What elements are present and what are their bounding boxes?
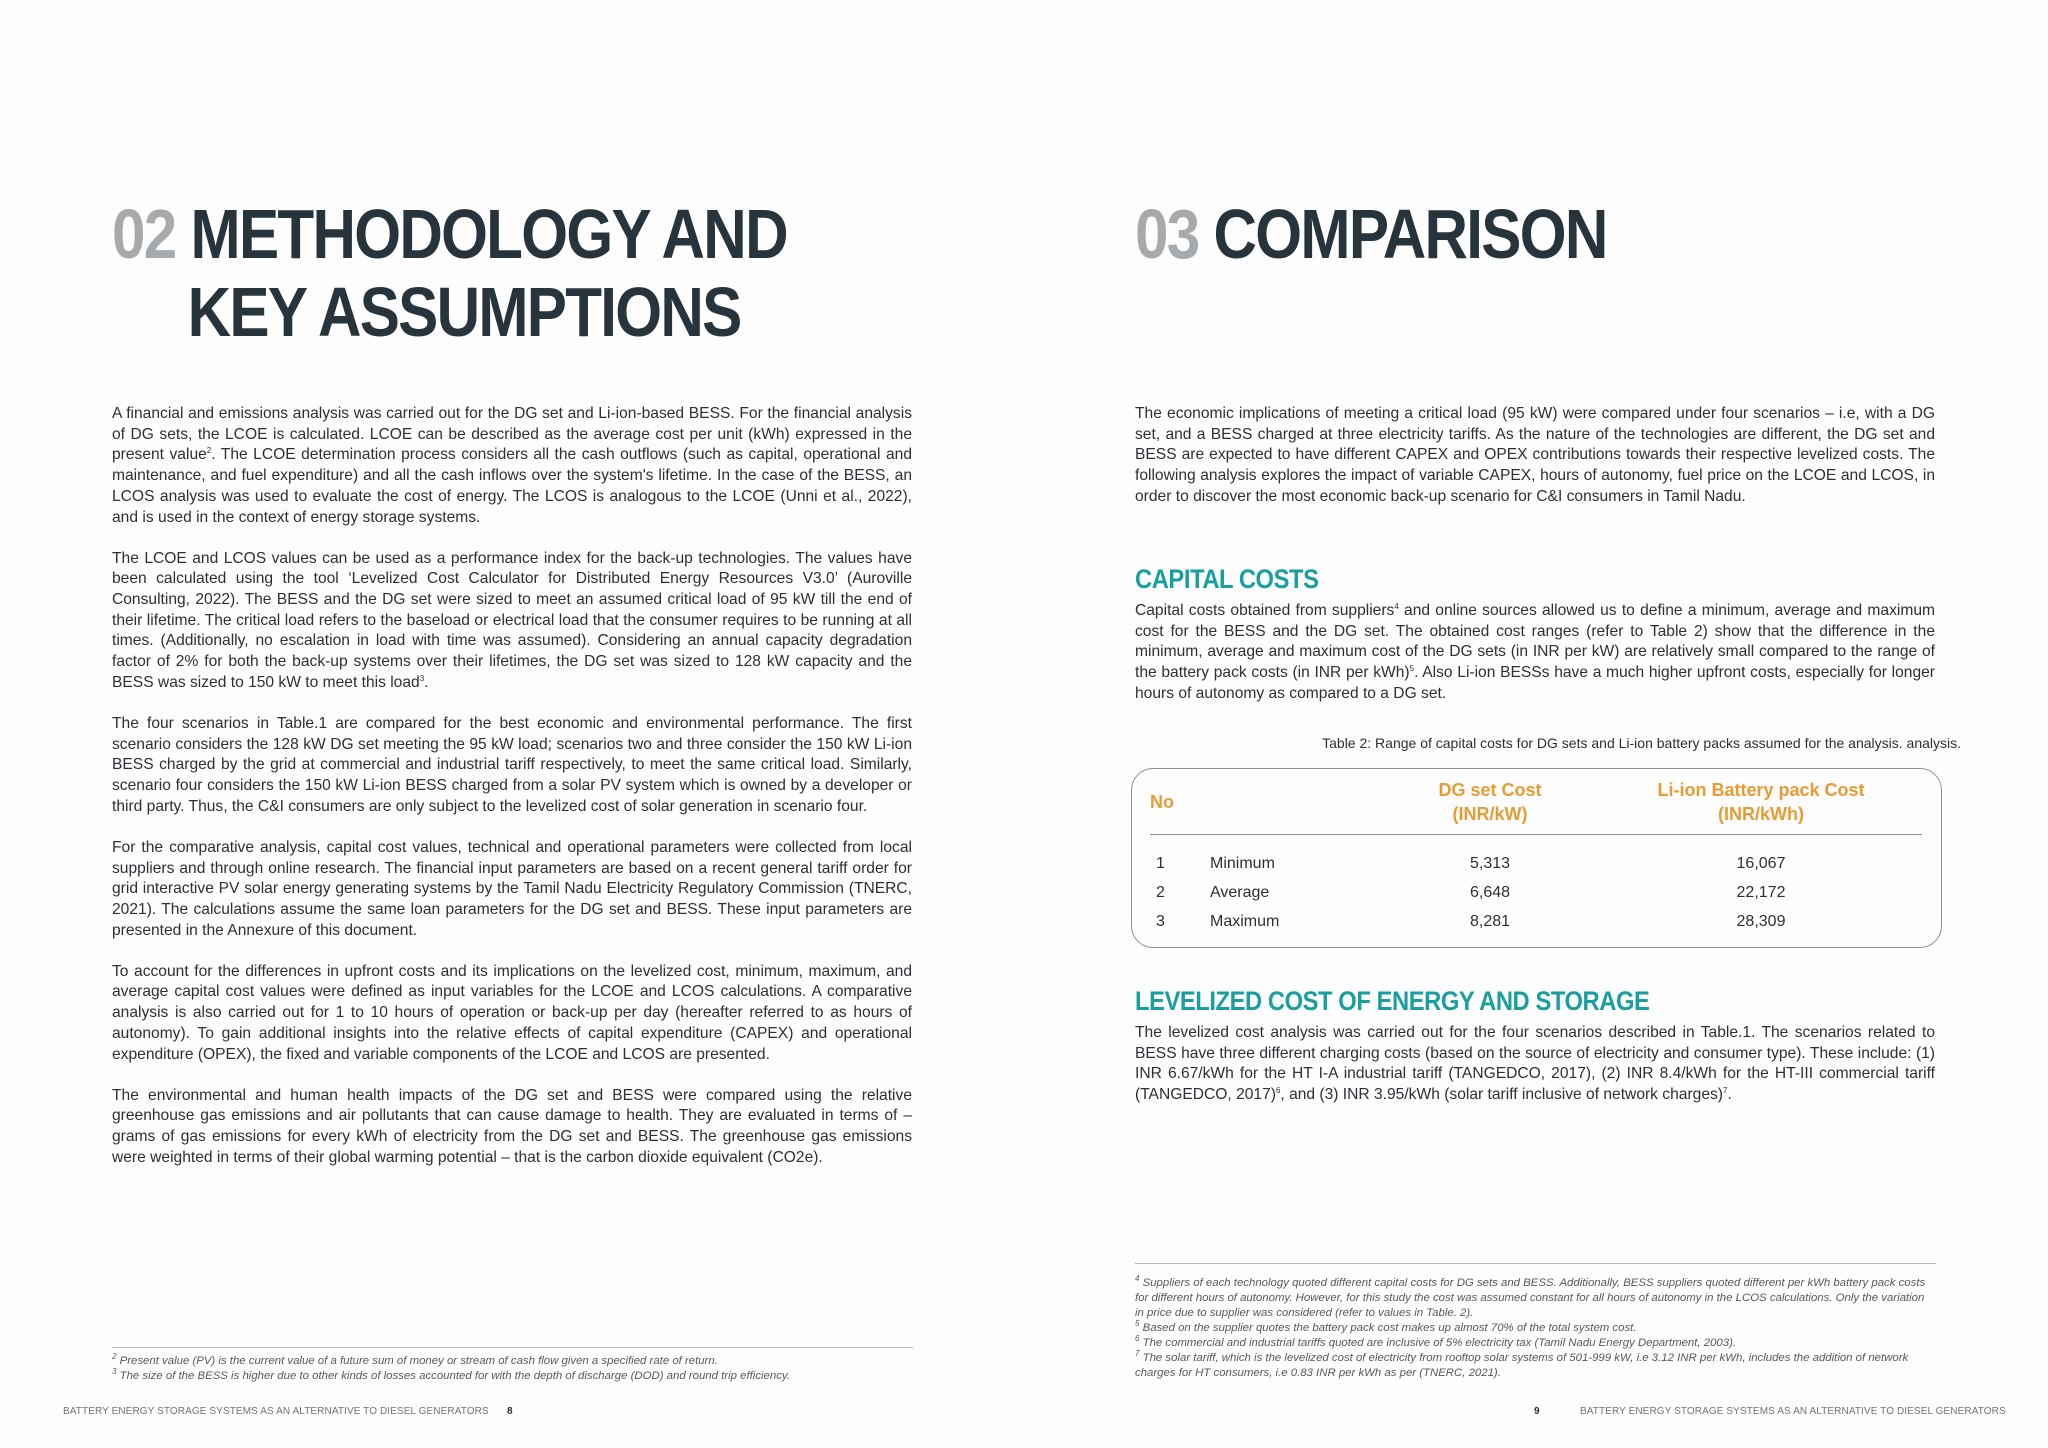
footnote-mark: 5 — [1135, 1319, 1140, 1329]
footnote-mark: 6 — [1135, 1334, 1140, 1344]
footnotes — [112, 1354, 912, 1384]
footnote — [1135, 1336, 1935, 1351]
paragraph-text: . — [424, 673, 429, 691]
footnote-text: Based on the supplier quotes the battery pack cost makes up almost 70% of the total system cost. — [1142, 1322, 1637, 1334]
paragraph-text: The LCOE and LCOS values can be used as a performance index for the back-up technologies. The values have been calculated using the tool ‘Levelized Cost Calculator for Distributed Energy Resources V3.0’ (Auroville Consulting, 2022). The BESS and the DG set were sized to meet an assumed critical load of 95 kW till the end of their lifetime. The critical load refers to the baseload or electrical load that the consumer requires to be running at all times. (Additionally, no escalation in load with time was assumed). Considering an annual capacity degradation factor of 2% for both the back-up systems over their lifetimes, the DG set was sized to 128 kW capacity and the BESS was sized to 150 kW to meet this load — [112, 549, 912, 691]
footnote — [1135, 1321, 1935, 1336]
footnote-divider — [1135, 1263, 1936, 1264]
paragraph: To account for the differences in upfront costs and its implications on the levelized cost, minimum, maximum, and average capital cost values were defined as input variables for the LCOE and LCOS calculations. A comparative analysis is also carried out for 1 to 10 hours of operation or back-up per day (hereafter referred to as hours of autonomy). To gain additional insights into the relative effects of capital expenditure (CAPEX) and operational expenditure (OPEX), the fixed and variable components of the LCOE and LCOS are presented. — [112, 962, 912, 1063]
cell-li-cost: 22,172 — [1736, 883, 1786, 901]
right-page — [1024, 0, 2048, 1448]
cell-dg-cost: 8,281 — [1469, 912, 1511, 930]
paragraph — [112, 549, 912, 694]
cell-label: Average — [1210, 883, 1270, 901]
footnote-text: The solar tariff, which is the levelized cost of electricity from rooftop solar systems of 501-999 kW, i.e 3.12 INR per kWh, includes the addition of network charges for HT consumers, i.e 0.83 INR per kWh as per (TNERC, 2021). — [1135, 1352, 1909, 1379]
footnote-ref: 6 — [1275, 1085, 1281, 1095]
paragraph: The economic implications of meeting a critical load (95 kW) were compared under four scenarios – i.e, with a DG set, and a BESS charged at three electricity tariffs. As the nature of the technologies are different, the DG set and BESS are expected to have different CAPEX and OPEX contributions towards their respective levelized costs. The following analysis explores the impact of variable CAPEX, hours of autonomy, fuel price on the LCOE and LCOS, in order to discover the most economic back-up scenario for C&I consumers in Tamil Nadu. — [1135, 405, 1935, 505]
paragraph: The environmental and human health impacts of the DG set and BESS were compared using the relative greenhouse gas emissions and air pollutants that can cause damage to health. They are evaluated in terms of – grams of gas emissions for every kWh of electricity from the DG set and BESS. The greenhouse gas emissions were weighted in terms of their global warming potential – that is the carbon dioxide equivalent (CO2e). — [112, 1086, 912, 1166]
footnote-divider — [112, 1347, 913, 1348]
footnote-ref: 4 — [1394, 601, 1399, 611]
footnote — [112, 1354, 912, 1369]
cell-no: 3 — [1156, 912, 1165, 930]
footnote-text: Suppliers of each technology quoted different capital costs for DG sets and BESS. Additionally, BESS suppliers quoted different per kWh battery pack costs for different hours of autonomy. However, for this study the cost was assumed constant for all hours of autonomy in the LCOS calculations. Only the variation in price due to supplier was considered (refer to values in Table. 2). — [1135, 1277, 1926, 1319]
cell-label: Maximum — [1210, 912, 1280, 930]
col-header-dg-cost — [1380, 776, 1600, 835]
chapter-number: 03 — [1135, 195, 1199, 273]
paragraph-text: . — [1727, 1086, 1732, 1104]
footnote-ref: 2 — [206, 446, 212, 456]
paragraph-text: . Also Li-ion BESSs have a much higher upfront costs, especially for longer hours of autonomy as compared to a DG set. — [1135, 664, 1935, 702]
cell-li-cost: 28,309 — [1736, 912, 1786, 930]
footnote-text: The commercial and industrial tariffs quoted are inclusive of 5% electricity tax (Tamil Nadu Energy Department, 2003). — [1142, 1337, 1737, 1349]
paragraph-text: Capital costs obtained from suppliers — [1135, 602, 1395, 619]
running-footer: BATTERY ENERGY STORAGE SYSTEMS AS AN ALTERNATIVE TO DIESEL GENERATORS — [63, 1406, 489, 1417]
paragraph-text: , and (3) INR 3.95/kWh (solar tariff inclusive of network charges) — [1280, 1086, 1723, 1104]
paragraph-text: A financial and emissions analysis was carried out for the DG set and Li-ion-based BESS. For the financial analysis of DG sets, the LCOE is calculated. LCOE can be described as the average cost per unit (kWh) expressed in the present value — [112, 405, 912, 464]
table-header-row — [1150, 776, 1922, 835]
levelized-cost-body — [1135, 1023, 1935, 1126]
footnote-mark: 4 — [1135, 1274, 1140, 1284]
footnote-text: Present value (PV) is the current value of a future sum of money or stream of cash flow given a specified rate of return. — [119, 1355, 718, 1367]
footnote-mark: 2 — [112, 1352, 117, 1362]
page-number: 9 — [1534, 1406, 1540, 1417]
paragraph — [1135, 1023, 1935, 1106]
methodology-body — [112, 404, 912, 1189]
capital-costs-heading: CAPITAL COSTS — [1135, 564, 1319, 594]
table-row — [1150, 835, 1922, 879]
col-header-no: No — [1150, 776, 1210, 835]
header-line: (INR/kWh) — [1718, 804, 1804, 824]
capital-costs-table — [1150, 776, 1922, 936]
cell-li-cost: 16,067 — [1736, 854, 1786, 872]
cell-no: 2 — [1156, 883, 1165, 901]
paragraph — [112, 404, 912, 528]
footnote-text: The size of the BESS is higher due to other kinds of losses accounted for with the depth of discharge (DOD) and round trip efficiency. — [119, 1370, 790, 1382]
footnote — [112, 1369, 912, 1384]
levelized-cost-heading: LEVELIZED COST OF ENERGY AND STORAGE — [1135, 986, 1650, 1016]
footnotes — [1135, 1276, 1935, 1381]
footnote-ref: 7 — [1722, 1085, 1728, 1095]
chapter-number: 02 — [112, 195, 176, 273]
chapter-heading-comparison — [1135, 195, 1607, 273]
footnote-mark: 3 — [112, 1367, 117, 1377]
footnote — [1135, 1276, 1935, 1321]
chapter-title-line1: METHODOLOGY AND — [190, 195, 787, 273]
paragraph: The four scenarios in Table.1 are compared for the best economic and environmental performance. The first scenario considers the 128 kW DG set meeting the 95 kW load; scenarios two and three consider the 150 kW Li-ion BESS charged by the grid at commercial and industrial tariff respectively, to meet the same critical load. Similarly, scenario four considers the 150 kW Li-ion BESS charged from a solar PV system which is owned by a developer or third party. Thus, the C&I consumers are only subject to the levelized cost of solar generation in scenario four. — [112, 714, 912, 815]
chapter-heading-methodology — [112, 195, 787, 351]
footnote-ref: 5 — [1409, 663, 1415, 673]
footnote-mark: 7 — [1135, 1349, 1140, 1359]
col-header-label — [1210, 776, 1380, 835]
header-line: (INR/kW) — [1452, 804, 1528, 824]
page-number: 8 — [507, 1406, 513, 1417]
chapter-title-line2: KEY ASSUMPTIONS — [187, 273, 741, 351]
cell-dg-cost: 5,313 — [1469, 854, 1511, 872]
table-row — [1150, 878, 1922, 907]
table-caption: Table 2: Range of capital costs for DG sets and Li-ion battery packs assumed for the analysis. analysis. — [1322, 735, 1961, 751]
paragraph: For the comparative analysis, capital cost values, technical and operational parameters were collected from local suppliers and through online research. The financial input parameters are based on a recent general tariff order for grid interactive PV solar energy generating systems by the Tamil Nadu Electricity Regulatory Commission (TNERC, 2021). The calculations assume the same loan parameters for the DG set and BESS. These input parameters are presented in the Annexure of this document. — [112, 838, 912, 939]
paragraph-text: The levelized cost analysis was carried out for the four scenarios described in Table.1. The scenarios related to BESS have three different charging costs (based on the source of electricity and consumer type). These include: (1) INR 6.67/kWh for the HT I-A industrial tariff (TANGEDCO, 2017), (2) INR 8.4/kWh for the HT-III commercial tariff (TANGEDCO, 2017) — [1135, 1024, 1935, 1104]
cell-no: 1 — [1156, 854, 1165, 872]
table-row — [1150, 907, 1922, 936]
paragraph-text: and online sources allowed us to define a minimum, average and maximum cost for the BESS and the DG set. The obtained cost ranges (refer to Table 2) show that the difference in the minimum, average and maximum cost of the DG sets (in INR per kW) are relatively small compared to the range of the battery pack costs (in INR per kWh) — [1135, 602, 1935, 682]
cell-dg-cost: 6,648 — [1469, 883, 1511, 901]
footnote — [1135, 1351, 1935, 1381]
header-line: DG set Cost — [1438, 780, 1542, 800]
running-footer: BATTERY ENERGY STORAGE SYSTEMS AS AN ALTERNATIVE TO DIESEL GENERATORS — [1580, 1406, 2006, 1417]
footnote-ref: 3 — [419, 673, 425, 683]
chapter-title: COMPARISON — [1213, 195, 1607, 273]
paragraph — [1135, 601, 1935, 705]
col-header-li-cost — [1600, 776, 1922, 835]
header-line: Li-ion Battery pack Cost — [1657, 780, 1865, 800]
comparison-intro — [1135, 404, 1935, 528]
paragraph-text: . The LCOE determination process considers all the cash outflows (such as capital, operational and maintenance, and fuel expenditure) and all the cash inflows over the system's lifetime. In the case of the BESS, an LCOS analysis was used to evaluate the cost of energy. The LCOS is analogous to the LCOE (Unni et al., 2022), and is used in the context of energy storage systems. — [112, 446, 912, 526]
cell-label: Minimum — [1210, 854, 1275, 872]
capital-costs-body — [1135, 601, 1935, 725]
